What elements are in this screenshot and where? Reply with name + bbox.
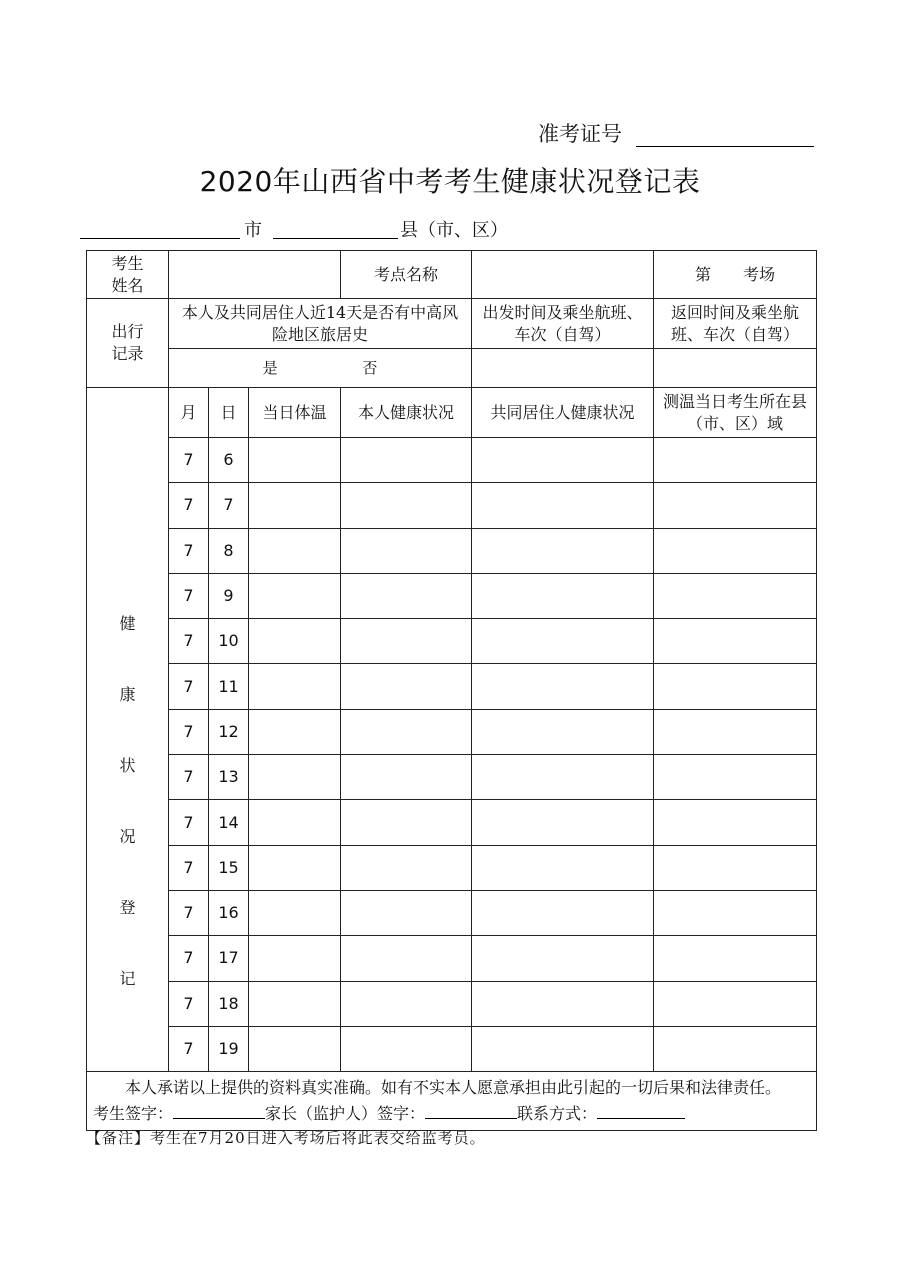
- self-health-cell[interactable]: [341, 755, 472, 800]
- table-row: [87, 981, 817, 1026]
- col-month: 月: [169, 388, 209, 438]
- contact-label: 联系方式：: [517, 1104, 598, 1124]
- cohabitant-health-cell[interactable]: [472, 936, 654, 981]
- self-health-cell[interactable]: [341, 664, 472, 709]
- temperature-cell[interactable]: [249, 1026, 341, 1071]
- self-health-cell[interactable]: [341, 936, 472, 981]
- row-day: 16: [209, 890, 249, 935]
- row-month: 7: [169, 664, 209, 709]
- cohabitant-health-cell[interactable]: [472, 573, 654, 618]
- city-label: 市: [244, 220, 262, 241]
- student-sign-blank[interactable]: [173, 1104, 265, 1119]
- row-month: 7: [169, 709, 209, 754]
- self-health-cell[interactable]: [341, 1026, 472, 1071]
- col-self-health: 本人健康状况: [341, 388, 472, 438]
- health-section-char: 健: [119, 613, 136, 633]
- col-temperature: 当日体温: [249, 388, 341, 438]
- cohabitant-health-cell[interactable]: [472, 438, 654, 483]
- row-day: 6: [209, 438, 249, 483]
- location-cell[interactable]: [654, 1026, 817, 1071]
- exam-site-cell[interactable]: [472, 251, 654, 299]
- table-row: [87, 800, 817, 845]
- parent-sign-blank[interactable]: [425, 1104, 517, 1119]
- cohabitant-health-cell[interactable]: [472, 755, 654, 800]
- row-day: 11: [209, 664, 249, 709]
- location-cell[interactable]: [654, 845, 817, 890]
- self-health-cell[interactable]: [341, 619, 472, 664]
- contact-blank[interactable]: [597, 1104, 685, 1119]
- row-month: 7: [169, 981, 209, 1026]
- exam-id-field: [538, 118, 818, 152]
- travel-record-label-text: 出行 记录: [111, 322, 144, 363]
- row-month: 7: [169, 800, 209, 845]
- col-day: 日: [209, 388, 249, 438]
- row-day: 9: [209, 573, 249, 618]
- row-day: 15: [209, 845, 249, 890]
- table-row: [87, 709, 817, 754]
- row-day: 17: [209, 936, 249, 981]
- location-cell[interactable]: [654, 438, 817, 483]
- health-section-char: 康: [119, 684, 136, 704]
- row-month: 7: [169, 890, 209, 935]
- cohabitant-health-cell[interactable]: [472, 890, 654, 935]
- pledge-text: 本人承诺以上提供的资料真实准确。如有不实本人愿意承担由此引起的一切后果和法律责任。: [125, 1078, 782, 1098]
- cohabitant-health-cell[interactable]: [472, 845, 654, 890]
- self-health-cell[interactable]: [341, 438, 472, 483]
- cohabitant-health-cell[interactable]: [472, 981, 654, 1026]
- col-cohabitant-health: 共同居住人健康状况: [472, 388, 654, 438]
- temperature-cell[interactable]: [249, 845, 341, 890]
- health-section-char: 况: [119, 826, 136, 846]
- location-cell[interactable]: [654, 619, 817, 664]
- temperature-cell[interactable]: [249, 528, 341, 573]
- health-section-char: 状: [119, 755, 136, 775]
- risk-answer-cell[interactable]: [169, 349, 472, 388]
- self-health-cell[interactable]: [341, 528, 472, 573]
- row-day: 8: [209, 528, 249, 573]
- registration-table: [86, 250, 817, 1131]
- location-cell[interactable]: [654, 800, 817, 845]
- row-month: 7: [169, 438, 209, 483]
- location-cell[interactable]: [654, 573, 817, 618]
- exam-id-label: 准考证号: [538, 122, 622, 146]
- remark-note: 【备注】考生在7月20日进入考场后将此表交给监考员。: [86, 1129, 486, 1147]
- table-row: [87, 845, 817, 890]
- temperature-cell[interactable]: [249, 438, 341, 483]
- cohabitant-health-cell[interactable]: [472, 528, 654, 573]
- location-cell[interactable]: [654, 890, 817, 935]
- no-option[interactable]: 否: [362, 359, 378, 377]
- table-row: [87, 483, 817, 528]
- health-section-label: [87, 388, 169, 1072]
- cohabitant-health-cell[interactable]: [472, 709, 654, 754]
- exam-site-label: 考点名称: [341, 251, 472, 299]
- temperature-cell[interactable]: [249, 619, 341, 664]
- risk-question: 本人及共同居住人近14天是否有中高风险地区旅居史: [169, 299, 472, 349]
- row-day: 7: [209, 483, 249, 528]
- self-health-cell[interactable]: [341, 483, 472, 528]
- row-day: 12: [209, 709, 249, 754]
- table-row: [87, 1026, 817, 1071]
- row-month: 7: [169, 845, 209, 890]
- temperature-cell[interactable]: [249, 800, 341, 845]
- temperature-cell[interactable]: [249, 936, 341, 981]
- temperature-cell[interactable]: [249, 755, 341, 800]
- table-row: [87, 755, 817, 800]
- depart-cell[interactable]: [472, 349, 654, 388]
- row-month: 7: [169, 619, 209, 664]
- row-month: 7: [169, 483, 209, 528]
- student-sign-label: 考生签字：: [93, 1104, 174, 1124]
- row-day: 19: [209, 1026, 249, 1071]
- self-health-cell[interactable]: [341, 573, 472, 618]
- student-name-label-text: 考生 姓名: [111, 253, 144, 295]
- cohabitant-health-cell[interactable]: [472, 664, 654, 709]
- table-row: [87, 573, 817, 618]
- row-month: 7: [169, 528, 209, 573]
- exam-room-label: 第 考场: [654, 251, 817, 299]
- table-row: [87, 528, 817, 573]
- pledge-cell: [87, 1072, 817, 1131]
- col-location: 测温当日考生所在县（市、区）域: [654, 388, 817, 438]
- table-row: [87, 438, 817, 483]
- exam-id-blank[interactable]: [636, 146, 814, 147]
- return-label: 返回时间及乘坐航班、车次（自驾）: [654, 299, 817, 349]
- self-health-cell[interactable]: [341, 981, 472, 1026]
- travel-record-label: [87, 299, 169, 388]
- region-line: [80, 214, 820, 244]
- row-day: 18: [209, 981, 249, 1026]
- county-label: 县（市、区）: [400, 220, 508, 241]
- self-health-cell[interactable]: [341, 845, 472, 890]
- self-health-cell[interactable]: [341, 890, 472, 935]
- depart-label: 出发时间及乘坐航班、车次（自驾）: [472, 299, 654, 349]
- temperature-cell[interactable]: [249, 483, 341, 528]
- health-section-char: 登: [119, 897, 136, 917]
- yes-option[interactable]: 是: [262, 359, 278, 377]
- row-month: 7: [169, 936, 209, 981]
- row-month: 7: [169, 755, 209, 800]
- student-name-cell[interactable]: [169, 251, 341, 299]
- city-blank[interactable]: [80, 238, 240, 239]
- table-row: [87, 890, 817, 935]
- location-cell[interactable]: [654, 664, 817, 709]
- table-row: [87, 664, 817, 709]
- cohabitant-health-cell[interactable]: [472, 1026, 654, 1071]
- temperature-cell[interactable]: [249, 981, 341, 1026]
- cohabitant-health-cell[interactable]: [472, 800, 654, 845]
- location-cell[interactable]: [654, 709, 817, 754]
- row-month: 7: [169, 573, 209, 618]
- table-row: [87, 936, 817, 981]
- temperature-cell[interactable]: [249, 709, 341, 754]
- cohabitant-health-cell[interactable]: [472, 619, 654, 664]
- location-cell[interactable]: [654, 528, 817, 573]
- student-name-label: [87, 251, 169, 299]
- health-section-char: 记: [119, 968, 136, 988]
- form-title: 2020年山西省中考考生健康状况登记表: [199, 165, 701, 198]
- return-cell[interactable]: [654, 349, 817, 388]
- cohabitant-health-cell[interactable]: [472, 483, 654, 528]
- row-day: 10: [209, 619, 249, 664]
- temperature-cell[interactable]: [249, 890, 341, 935]
- location-cell[interactable]: [654, 981, 817, 1026]
- row-month: 7: [169, 1026, 209, 1071]
- temperature-cell[interactable]: [249, 573, 341, 618]
- location-cell[interactable]: [654, 936, 817, 981]
- self-health-cell[interactable]: [341, 800, 472, 845]
- location-cell[interactable]: [654, 755, 817, 800]
- county-blank[interactable]: [273, 238, 398, 239]
- location-cell[interactable]: [654, 483, 817, 528]
- row-day: 14: [209, 800, 249, 845]
- row-day: 13: [209, 755, 249, 800]
- temperature-cell[interactable]: [249, 664, 341, 709]
- table-row: [87, 619, 817, 664]
- parent-sign-label: 家长（监护人）签字：: [265, 1104, 426, 1124]
- self-health-cell[interactable]: [341, 709, 472, 754]
